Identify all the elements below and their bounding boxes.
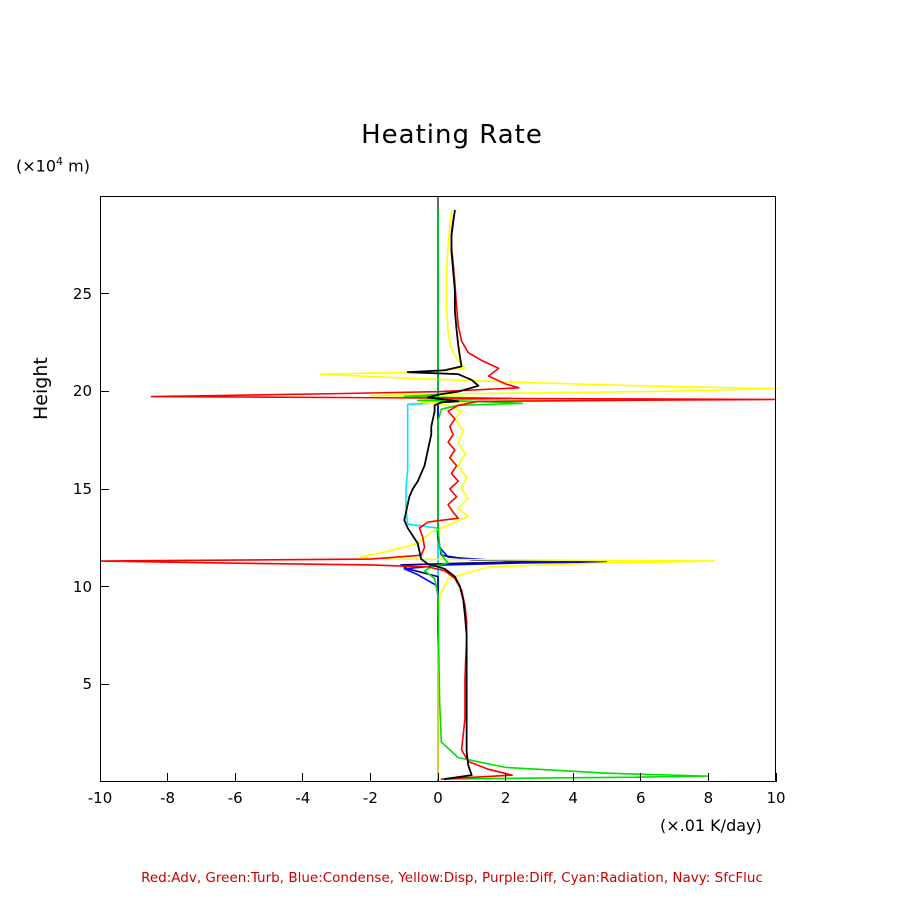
x-tick-mark	[370, 773, 371, 782]
x-axis-unit-label: (×.01 K/day)	[660, 816, 762, 835]
x-tick-mark	[640, 773, 641, 782]
x-tick-label: -6	[227, 789, 243, 807]
y-tick-label: 20	[72, 382, 92, 401]
x-tick-mark	[776, 773, 777, 782]
series-line-disp	[320, 211, 775, 779]
y-tick-mark	[100, 684, 109, 685]
y-tick-label: 10	[72, 577, 92, 596]
series-line-sfcfluc	[401, 211, 573, 779]
x-tick-label: -10	[87, 789, 113, 807]
y-tick-mark	[100, 586, 109, 587]
x-tick-mark	[167, 773, 168, 782]
x-tick-mark	[505, 773, 506, 782]
x-tick-mark	[302, 773, 303, 782]
x-tick-label: -4	[295, 789, 311, 807]
y-tick-label: 15	[72, 480, 92, 498]
x-tick-label: 8	[703, 789, 714, 807]
y-tick-mark	[100, 293, 109, 294]
x-tick-mark	[235, 773, 236, 782]
chart-title: Heating Rate	[361, 120, 543, 150]
x-tick-label: 6	[636, 789, 646, 807]
x-tick-mark	[708, 773, 709, 782]
x-tick-label: 10	[766, 789, 786, 807]
plot-area	[100, 196, 776, 782]
y-axis-unit-label: ($\times 10^4$ m)	[16, 155, 90, 176]
y-tick-mark	[100, 489, 109, 490]
y-tick-label: 25	[72, 284, 92, 303]
series-canvas	[101, 197, 775, 781]
x-tick-mark	[438, 773, 439, 782]
x-tick-label: 0	[433, 789, 443, 807]
y-tick-mark	[100, 391, 109, 392]
y-axis-title: Height	[30, 357, 52, 420]
series-line-turb	[404, 211, 707, 779]
series-line-condense	[404, 211, 606, 779]
x-tick-label: -8	[160, 789, 176, 807]
x-tick-label: -2	[362, 789, 378, 807]
legend: Red:Adv, Green:Turb, Blue:Condense, Yellow:Disp, Purple:Diff, Cyan:Radiation, Navy: SfcFluc	[141, 870, 763, 886]
x-tick-mark	[573, 773, 574, 782]
x-tick-mark	[100, 773, 101, 782]
series-line-total	[404, 211, 478, 779]
y-tick-label: 5	[82, 675, 92, 694]
x-tick-label: 2	[500, 789, 511, 807]
x-tick-label: 4	[568, 789, 578, 807]
